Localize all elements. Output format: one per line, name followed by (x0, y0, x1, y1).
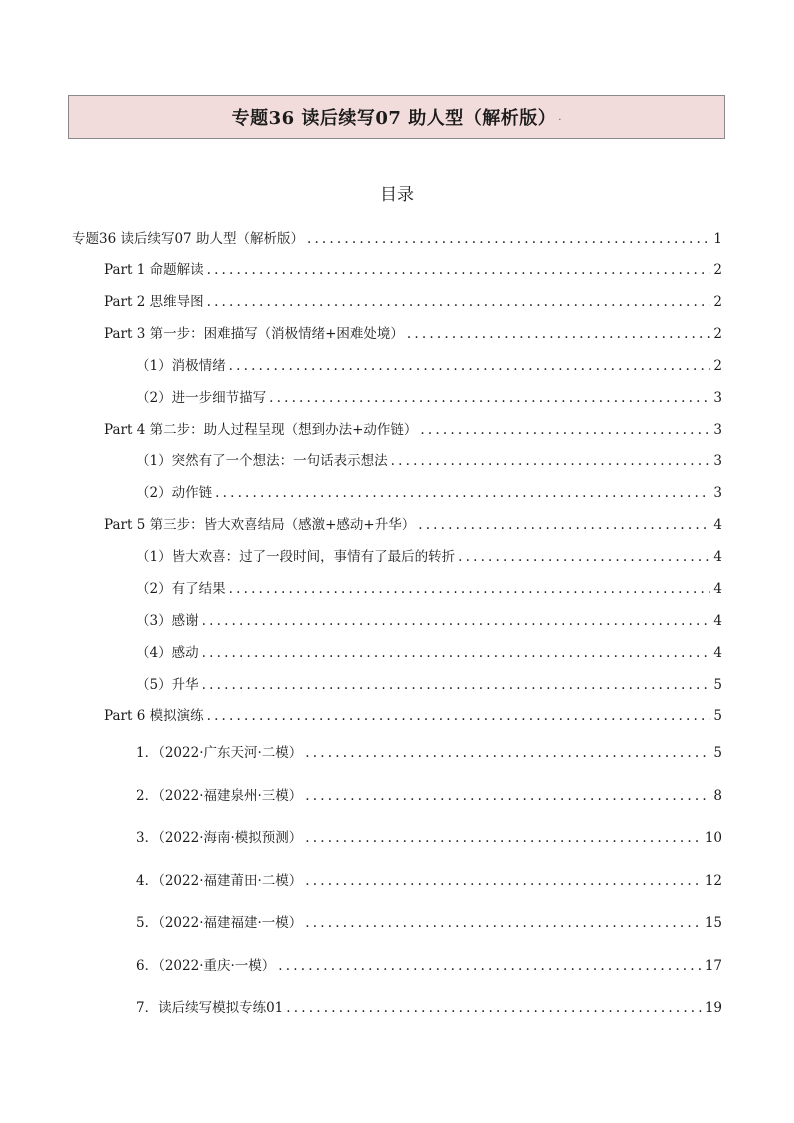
toc-entry[interactable] (136, 356, 722, 376)
toc-entry-page: 5 (713, 745, 722, 761)
toc-entry-page: 2 (713, 262, 722, 278)
toc-entry-page: 19 (704, 1000, 722, 1016)
toc-entry-page: 4 (713, 549, 722, 565)
toc-entry-label: 5．（2022·福建福建·一模） (136, 915, 303, 931)
toc-leader-dots (286, 998, 702, 1018)
toc-entry-page: 12 (704, 873, 722, 889)
toc-entry-label: 2．（2022·福建泉州·三模） (136, 788, 303, 804)
toc-entry[interactable] (136, 956, 722, 976)
toc-entry[interactable] (136, 998, 722, 1018)
toc-entry-page: 3 (713, 453, 722, 469)
toc-entry-label: 6．（2022·重庆·一模） (136, 958, 276, 974)
toc-entry[interactable] (136, 579, 722, 599)
toc-heading: 目录 (380, 185, 414, 205)
toc-entry[interactable] (136, 547, 722, 567)
toc-entry[interactable] (136, 451, 722, 471)
toc-entry-label: Part 6 模拟演练 (104, 708, 204, 724)
toc-leader-dots (215, 483, 710, 503)
toc-entry-label: 1．（2022·广东天河·二模） (136, 745, 303, 761)
toc-entry-page: 8 (713, 788, 722, 804)
toc-entry-label: Part 4 第二步：助人过程呈现（想到办法+动作链） (104, 422, 418, 438)
toc-entry-page: 4 (713, 613, 722, 629)
toc-entry-page: 4 (713, 645, 722, 661)
toc-entry[interactable] (136, 871, 722, 891)
toc-entry-label: （1）突然有了一个想法：一句话表示想法 (136, 453, 388, 469)
toc-entry-page: 4 (713, 517, 722, 533)
toc-entry[interactable] (136, 743, 722, 763)
toc-entry-label: （2）有了结果 (136, 581, 226, 597)
toc-entry[interactable] (104, 706, 722, 726)
toc-entry[interactable] (72, 229, 722, 249)
toc-entry-label: Part 5 第三步：皆大欢喜结局（感激+感动+升华） (104, 517, 416, 533)
toc-entry-page: 2 (713, 358, 722, 374)
toc-leader-dots (269, 388, 710, 408)
toc-leader-dots (229, 579, 711, 599)
toc-leader-dots (278, 956, 702, 976)
toc-entry-label: （2）动作链 (136, 485, 213, 501)
toc-leader-dots (229, 356, 711, 376)
toc-entry[interactable] (104, 292, 722, 312)
title-mark: . (558, 111, 562, 123)
toc-entry[interactable] (136, 388, 722, 408)
toc-entry[interactable] (136, 675, 722, 695)
toc-entry[interactable] (104, 420, 722, 440)
toc-entry-page: 4 (713, 581, 722, 597)
toc-entry-page: 2 (713, 294, 722, 310)
toc-leader-dots (305, 786, 710, 806)
toc-entry-label: 专题36 读后续写07 助人型（解析版） (72, 231, 304, 247)
toc-entry-label: 4．（2022·福建莆田·二模） (136, 873, 303, 889)
toc-entry-label: 3．（2022·海南·模拟预测） (136, 830, 303, 846)
toc-entry[interactable] (104, 515, 722, 535)
toc-entry[interactable] (136, 913, 722, 933)
toc-leader-dots (418, 515, 710, 535)
toc-entry-label: Part 2 思维导图 (104, 294, 204, 310)
toc-leader-dots (458, 547, 710, 567)
toc-entry-label: Part 1 命题解读 (104, 262, 204, 278)
toc-leader-dots (407, 324, 711, 344)
toc-leader-dots (305, 913, 702, 933)
toc-entry-page: 15 (704, 915, 722, 931)
toc-entry[interactable] (136, 643, 722, 663)
toc-entry-label: Part 3 第一步：困难描写（消极情绪+困难处境） (104, 326, 404, 342)
toc-entry-label: （4）感动 (136, 645, 199, 661)
toc-entry-page: 17 (704, 958, 722, 974)
toc-entry-page: 3 (713, 422, 722, 438)
toc-leader-dots (305, 871, 702, 891)
toc-entry[interactable] (136, 828, 722, 848)
toc-entry-label: 7．读后续写模拟专练01 (136, 1000, 284, 1016)
toc-leader-dots (202, 611, 711, 631)
toc-entry-label: （1）皆大欢喜：过了一段时间，事情有了最后的转折 (136, 549, 456, 565)
toc-leader-dots (305, 828, 702, 848)
toc-entry[interactable] (104, 324, 722, 344)
toc-entry-label: （5）升华 (136, 677, 199, 693)
toc-leader-dots (305, 743, 710, 763)
toc-entry[interactable] (136, 611, 722, 631)
toc-leader-dots (420, 420, 710, 440)
toc-entry-page: 2 (713, 326, 722, 342)
toc-entry-page: 5 (713, 708, 722, 724)
toc-leader-dots (207, 260, 711, 280)
toc-leader-dots (202, 675, 711, 695)
toc-entry[interactable] (136, 483, 722, 503)
document-title: 专题36 读后续写07 助人型（解析版） (231, 108, 557, 129)
toc-leader-dots (207, 292, 711, 312)
toc-entry-label: （2）进一步细节描写 (136, 390, 267, 406)
toc-leader-dots (202, 643, 711, 663)
toc-entry-page: 3 (713, 485, 722, 501)
toc-leader-dots (307, 229, 710, 249)
toc-leader-dots (207, 706, 711, 726)
toc-entry[interactable] (136, 786, 722, 806)
toc-leader-dots (391, 451, 711, 471)
toc-entry-page: 5 (713, 677, 722, 693)
toc-entry-page: 3 (713, 390, 722, 406)
toc-entry-label: （1）消极情绪 (136, 358, 226, 374)
toc-entry-page: 10 (704, 830, 722, 846)
toc-entry[interactable] (104, 260, 722, 280)
toc-entry-page: 1 (713, 231, 722, 247)
toc-entry-label: （3）感谢 (136, 613, 199, 629)
